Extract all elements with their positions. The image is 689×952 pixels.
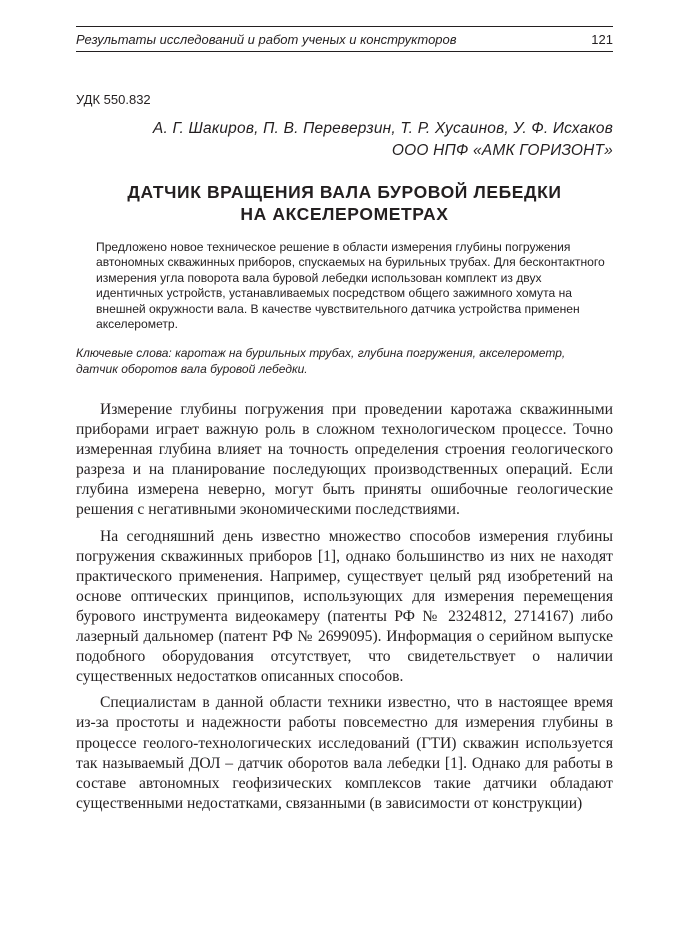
article-title-line-2: НА АКСЕЛЕРОМЕТРАХ	[240, 204, 449, 224]
authors-line: А. Г. Шакиров, П. В. Переверзин, Т. Р. Хусаинов, У. Ф. Исхаков	[152, 120, 613, 137]
keywords: Ключевые слова: каротаж на бурильных трубах, глубина погружения, акселерометр, датчик оборотов вала буровой лебедки.	[76, 346, 566, 376]
abstract-text: Предложено новое техническое решение в области измерения глубины погружения автономных скважинных приборов, спускаемых на бурильных трубах. Для бесконтактного измерения угла поворота вала буровой лебедки использован комплект из двух идентичных устройств, устанавливаемых посредством общего зажимного хомута на внешней окружности вала. В качестве чувствительного датчика устройства применен акселерометр.	[96, 240, 605, 332]
running-header	[76, 26, 613, 52]
abstract	[96, 240, 606, 332]
affiliation-line: ООО НПФ «АМК ГОРИЗОНТ»	[391, 142, 613, 159]
author-block	[76, 118, 613, 162]
running-title: Результаты исследований и работ ученых и конструкторов	[76, 31, 457, 47]
udk-code: УДК 550.832	[76, 92, 151, 107]
body-paragraph-2: На сегодняшний день известно множество способов измерения глубины погружения скважинных приборов [1], однако большинство из них не находят практического применения. Например, существует целый ряд изобретений на основе оптических принципов, использующих для измерения перемещения бурового инструмента видеокамеру (патенты РФ № 2324812, 2714167) либо лазерный дальномер (патент РФ № 2699095). Информация о серийном выпуске подобного оборудования отсутствует, что свидетельствует о наличии существенных недостатков описанных способов.	[76, 527, 613, 686]
article-title	[76, 181, 613, 225]
body-text	[76, 400, 613, 820]
body-paragraph-1: Измерение глубины погружения при проведении каротажа скважинными приборами играет важную роль в сложном технологическом процессе. Точно измеренная глубина влияет на точность определения строения геологического разреза и на планирование последующих производственных операций. Если глубина измерена неверно, могут быть приняты ошибочные геологические решения с негативными экономическими последствиями.	[76, 401, 613, 519]
body-paragraph-3: Специалистам в данной области техники известно, что в настоящее время из-за простоты и надежности работы повсеместно для измерения глубины в процессе геолого-технологических исследований (ГТИ) скважин используется так называемый ДОЛ – датчик оборотов вала лебедки [1]. Однако для работы в составе автономных геофизических комплексов такие датчики обладают существенными недостатками, связанными (в зависимости от конструкции)	[76, 694, 613, 812]
page-number: 121	[591, 31, 613, 47]
article-title-line-1: ДАТЧИК ВРАЩЕНИЯ ВАЛА БУРОВОЙ ЛЕБЕДКИ	[127, 182, 562, 202]
